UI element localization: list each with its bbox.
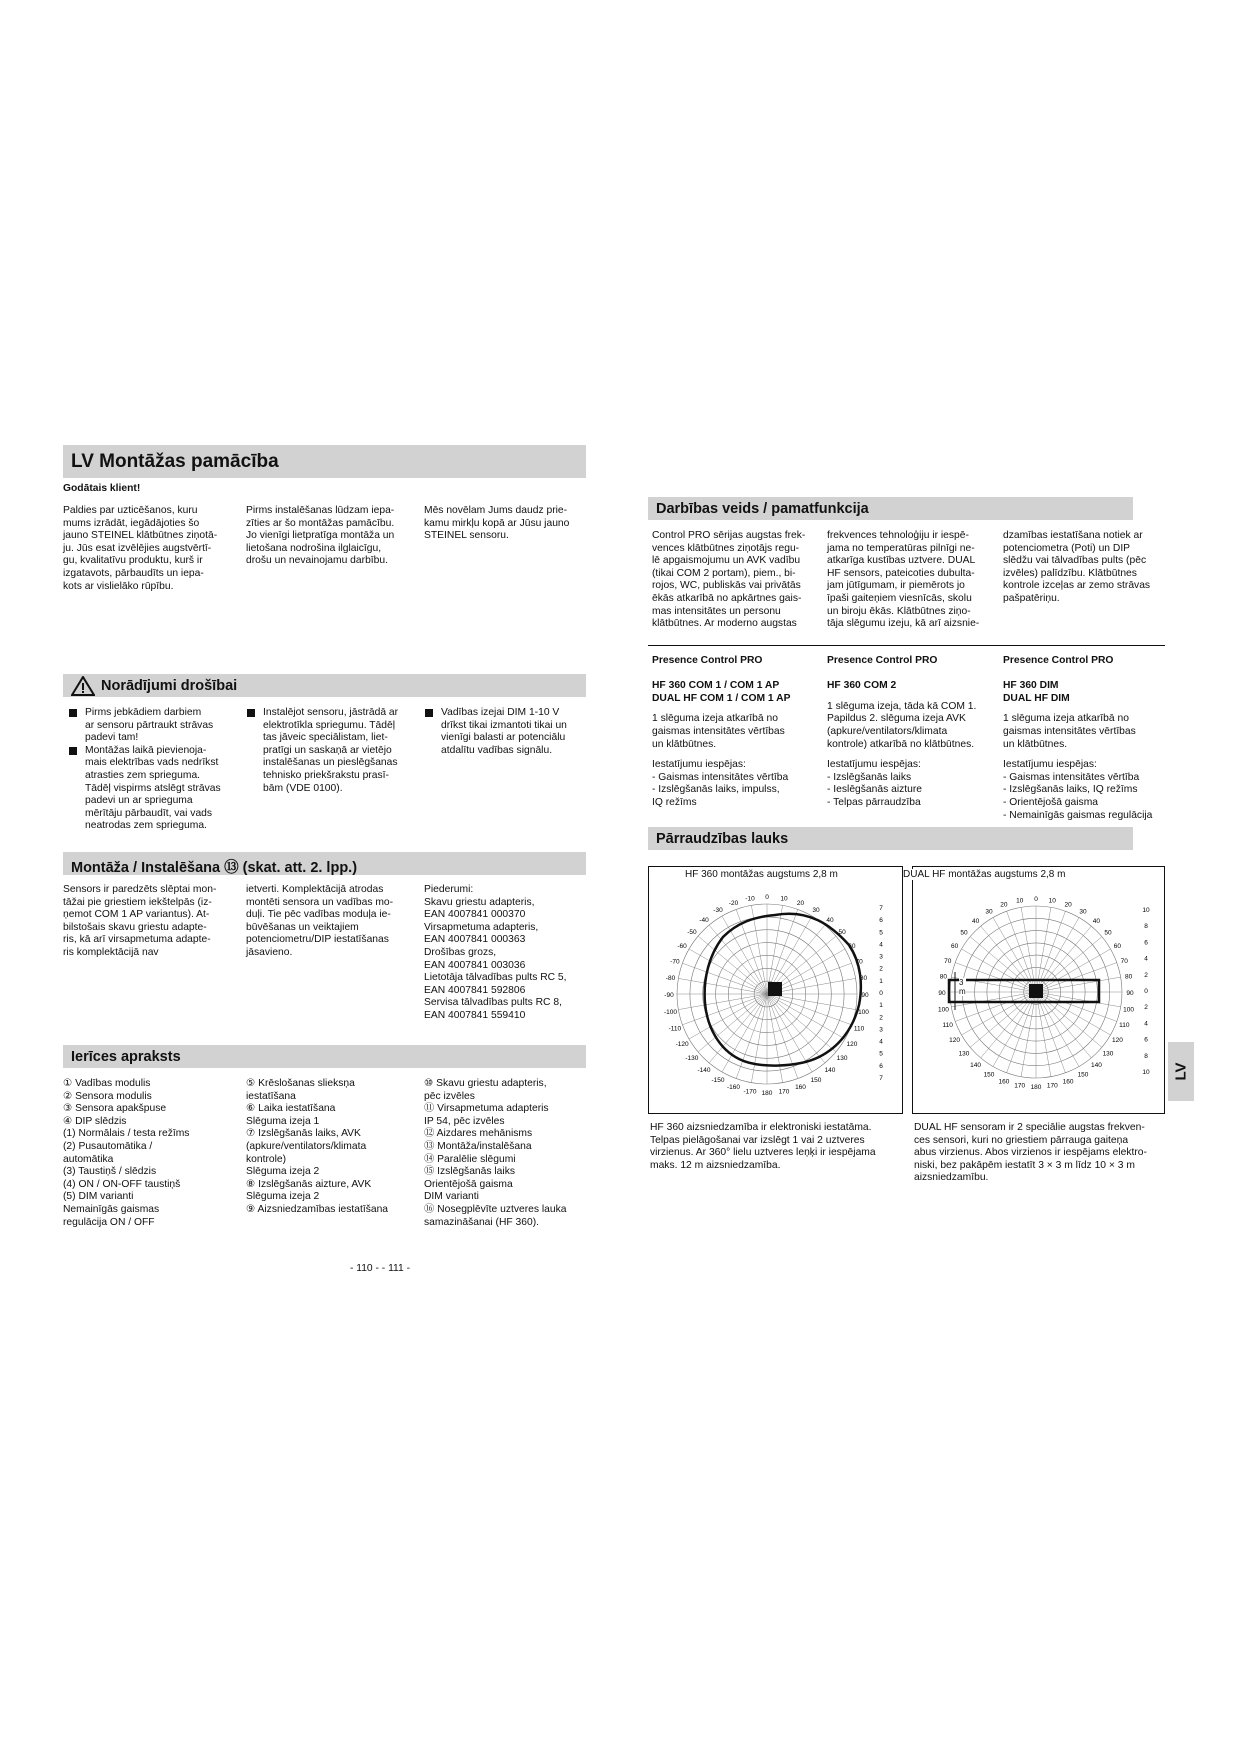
angle-label: 120 <box>949 1037 961 1044</box>
distance-label: 5 <box>879 1050 883 1058</box>
angle-label: 0 <box>765 894 769 901</box>
angle-label: -60 <box>677 943 687 950</box>
angle-label: 90 <box>938 990 946 997</box>
angle-label: 150 <box>983 1071 995 1079</box>
product-settings: Iestatījumu iespējas: - Gaismas intensitātes vērtība - Izslēgšanās laiks, impulss, IQ režīms <box>652 759 789 808</box>
function-col-1: Control PRO sērijas augstas frek- vences klātbūtnes ziņotājs regu- lē apgaismojumu un AVK vadību (tikai COM 2 portam), piem., bi- rojos, WC, publiskās vai privātās ēkās atkarībā no apkārtnes gais- mas intensitātes un personu klātbūtnes. Ar moderno augstas <box>652 530 806 630</box>
sensor-center <box>1029 984 1043 998</box>
mount-col-2: ietverti. Komplektācijā atrodas montēti sensora un vadības mo- duļi. Tie pēc vadības moduļa ie- būvēšanas un veiktajiem potenciometru/DIP iestatīšanas jāsavieno. <box>246 884 394 958</box>
product-3 <box>1003 655 1183 822</box>
angle-label: 180 <box>761 1090 773 1097</box>
page-title: LV Montāžas pamācība <box>63 445 586 478</box>
product-title: Presence Control PRO HF 360 DIM DUAL HF DIM <box>1003 655 1114 704</box>
angle-label: -150 <box>711 1076 725 1084</box>
page-numbers: - 110 - - 111 - <box>349 1263 411 1274</box>
angle-label: 70 <box>855 958 863 966</box>
angle-label: 40 <box>971 918 980 925</box>
accessories-list: Piederumi: Skavu griestu adapteris, EAN 4007841 000370 Virsapmetuma adapteris, EAN 4007841 000363 Drošības grozs, EAN 4007841 003036 Lietotāja tālvadības pults RC 5, EAN 4007841 592806 Servisa tālvadības pults RC 8, EAN 4007841 559410 <box>424 884 567 1021</box>
angle-label: 30 <box>985 908 993 916</box>
distance-label: 0 <box>879 990 883 997</box>
distance-label: 1 <box>879 1002 883 1010</box>
angle-label: -10 <box>745 895 755 903</box>
angle-label: 170 <box>778 1088 790 1096</box>
angle-label: 130 <box>1102 1050 1114 1058</box>
distance-label: 6 <box>879 1062 883 1070</box>
safety-header <box>63 674 586 697</box>
angle-label: 170 <box>1046 1082 1058 1090</box>
angle-label: -30 <box>713 907 723 915</box>
angle-label: 150 <box>810 1076 822 1084</box>
device-header: Ierīces apraksts <box>63 1045 586 1068</box>
device-col-1: ① Vadības modulis ② Sensora modulis ③ Sensora apakšpuse ④ DIP slēdzis (1) Normālais / testa režīms (2) Pusautomātika / automātika (3) Taustiņš / slēdzis (4) ON / ON-OFF taustiņš (5) DIM varianti Nemainīgās gaismas regulācija ON / OFF <box>63 1078 190 1228</box>
angle-label: 150 <box>1077 1071 1089 1079</box>
angle-label: 60 <box>848 943 856 950</box>
divider <box>648 645 1165 646</box>
angle-label: -140 <box>697 1067 711 1075</box>
angle-label: 140 <box>970 1062 982 1069</box>
hf360-caption: HF 360 montāžas augstums 2,8 m <box>685 869 838 880</box>
angle-label: -130 <box>685 1055 699 1062</box>
distance-label: 10 <box>1142 1069 1150 1076</box>
angle-label: 160 <box>795 1084 806 1092</box>
angle-label: 10 <box>1048 897 1056 905</box>
angle-label: 40 <box>1092 918 1101 925</box>
angle-label: 100 <box>937 1006 949 1014</box>
angle-label: 50 <box>960 929 968 937</box>
angle-label: -40 <box>699 916 709 924</box>
distance-label: 6 <box>1144 939 1148 947</box>
angle-label: 90 <box>861 992 869 999</box>
angle-label: -20 <box>728 899 739 907</box>
angle-label: 110 <box>942 1022 953 1030</box>
angle-label: 40 <box>826 916 834 924</box>
angle-label: 120 <box>1111 1037 1123 1044</box>
distance-label: 6 <box>1144 1036 1148 1044</box>
angle-label: 170 <box>1014 1082 1026 1090</box>
distance-label: 3 <box>879 1026 883 1034</box>
distance-label: 2 <box>1144 1004 1148 1012</box>
intro-col-1: Paldies par uzticēšanos, kuru mums izrādāt, iegādājoties šo jauno STEINEL klātbūtnes ziņotā- ju. Jūs esat izvēlējies augstvērtī- gu, kvalitatīvu produktu, kurš ir izgatavots, pārbaudīts un iepa- kots ar vislielāko rūpību. <box>63 505 218 592</box>
product-title: Presence Control PRO HF 360 COM 1 / COM 1 AP DUAL HF COM 1 / COM 1 AP <box>652 655 791 704</box>
angle-label: 80 <box>1124 973 1133 981</box>
angle-label: 30 <box>812 907 820 915</box>
angle-label: 80 <box>859 975 868 982</box>
function-col-2: frekvences tehnoloģiju ir iespē- jama no temperatūras pilnīgi ne- atkarīga kustības uztvere. DUAL HF sensors, pateicoties dubulta- jam jūtīgumam, ir piemērots jo īpaši gaiteņiem viesnīcās, skolu un biroju ēkās. Klātbūtnes ziņo- tāja slēgumu izeju, kā arī aizsnie- <box>827 530 980 630</box>
safety-col-3 <box>424 707 594 757</box>
angle-label: 10 <box>780 895 788 903</box>
angle-label: -120 <box>675 1041 689 1048</box>
distance-label: 7 <box>879 905 883 912</box>
angle-label: -80 <box>665 975 676 982</box>
field-header: Pārraudzības lauks <box>648 827 1133 850</box>
distance-label: 8 <box>1144 1052 1148 1060</box>
distance-label: 0 <box>1144 988 1148 995</box>
distance-label: 2 <box>879 965 883 973</box>
distance-label: 3 <box>879 953 883 961</box>
angle-label: 20 <box>796 899 805 907</box>
angle-label: 70 <box>1120 957 1128 965</box>
angle-label: 180 <box>1030 1084 1042 1091</box>
product-desc: 1 slēguma izeja atkarībā no gaismas intensitātes vērtības un klātbūtnes. <box>1003 713 1136 750</box>
angle-label: -100 <box>663 1009 678 1016</box>
angle-label: 140 <box>824 1067 836 1075</box>
angle-label: 60 <box>1113 943 1122 950</box>
safety-item: Montāžas laikā pievienoja- mais elektrības vads nedrīkst atrasties zem sprieguma. Tādēļ vispirms atslēgt strāvas padevi un ar sprieguma mērītāju pārbaudīt, vai vads neatrodas zem sprieguma. <box>68 745 238 833</box>
distance-label: 4 <box>879 1038 883 1046</box>
hf360-description: HF 360 aizsniedzamība ir elektroniski iestatāma. Telpas pielāgošanai var izslēgt 1 vai 2 uztveres virzienus. Ar 360° lielu uztveres leņķi ir iespējama maks. 12 m aizsniedzamība. <box>650 1122 876 1171</box>
angle-label: 50 <box>1104 929 1112 937</box>
angle-label: 70 <box>944 957 952 965</box>
angle-label: 130 <box>958 1050 970 1058</box>
angle-label: 130 <box>836 1055 848 1062</box>
distance-label: 2 <box>879 1014 883 1022</box>
safety-item: Vadības izejai DIM 1-10 V drīkst tikai izmantoti tikai un vienīgi balasti ar potenciālu atdalītu vadības signālu. <box>424 707 594 757</box>
angle-label: 10 <box>1016 897 1024 905</box>
angle-label: 30 <box>1079 908 1087 916</box>
distance-label: 5 <box>879 929 883 937</box>
angle-label: 0 <box>1034 896 1038 903</box>
angle-label: 110 <box>853 1025 865 1033</box>
angle-label: 50 <box>838 929 846 936</box>
warning-icon <box>71 676 95 696</box>
angle-label: 140 <box>1090 1062 1102 1069</box>
dualhf-diagram <box>903 866 1165 1114</box>
angle-label: 100 <box>858 1009 869 1016</box>
distance-label: 1 <box>879 977 883 985</box>
product-settings: Iestatījumu iespējas: - Izslēgšanās laiks - Ieslēgšanās aizture - Telpas pārraudzība <box>827 759 923 808</box>
distance-label: 10 <box>1142 907 1150 914</box>
dimension-label: 3 m <box>959 978 966 996</box>
distance-label: 4 <box>1144 1020 1148 1028</box>
safety-item: Pirms jebkādiem darbiem ar sensoru pārtraukt strāvas padevi tam! <box>68 707 238 745</box>
angle-label: 160 <box>1062 1078 1074 1086</box>
function-col-3: dzamības iestatīšana notiek ar potenciometra (Poti) un DIP slēdžu vai tālvadības pults (pēc izvēles) palīdzību. Klātbūtnes kontrole izceļas ar zemo strāvas pašpatēriņu. <box>1003 530 1151 604</box>
angle-label: 90 <box>1126 990 1134 997</box>
angle-label: 20 <box>1064 901 1072 909</box>
intro-col-2: Pirms instalēšanas lūdzam iepa- zīties ar šo montāžas pamācību. Jo vienīgi lietpratīga montāža un lietošana nodrošina ilglaicīgu, drošu un nevainojamu darbību. <box>246 505 395 567</box>
distance-label: 8 <box>1144 923 1148 931</box>
angle-label: -110 <box>668 1025 682 1033</box>
angle-label: 20 <box>1000 901 1008 909</box>
polar-grid <box>938 896 1150 1091</box>
mount-col-1: Sensors ir paredzēts slēptai mon- tāžai pie griestiem iekštelpās (iz- ņemot COM 1 AP variantus). At- bilstošais skavu griestu adapte- ris, kā arī virsapmetuma adapte- ris komplektācijā nav <box>63 884 217 958</box>
device-col-2: ⑤ Krēslošanas slieksņa iestatīšana ⑥ Laika iestatīšana Slēguma izeja 1 ⑦ Izslēgšanās laiks, AVK (apkure/ventilators/klimata kontrole) Slēguma izeja 2 ⑧ Izslēgšanās aizture, AVK Slēguma izeja 2 ⑨ Aizsniedzamības iestatīšana <box>246 1078 389 1215</box>
distance-label: 4 <box>1144 955 1148 963</box>
product-desc: 1 slēguma izeja, tāda kā COM 1. Papildus 2. slēguma izeja AVK (apkure/ventilators/klimata kontrole) atkarībā no klātbūtnes. <box>827 700 977 750</box>
angle-label: 80 <box>939 973 948 981</box>
safety-col-1 <box>68 707 238 833</box>
product-settings: Iestatījumu iespējas: - Gaismas intensitātes vērtība - Izslēgšanās laiks, IQ režīms - Orientējošā gaisma - Nemainīgās gaismas regulācija <box>1003 759 1153 821</box>
sensor-center <box>768 982 782 996</box>
angle-label: -170 <box>743 1088 757 1096</box>
hf360-polar-chart <box>649 867 902 1113</box>
angle-label: -70 <box>670 958 680 966</box>
greeting: Godātais klient! <box>63 483 141 494</box>
angle-label: 110 <box>1119 1022 1130 1030</box>
angle-label: -50 <box>687 929 697 936</box>
distance-label: 7 <box>879 1075 883 1082</box>
language-tab: LV <box>1168 1042 1194 1101</box>
device-col-3: ⑩ Skavu griestu adapteris, pēc izvēles ⑪ Virsapmetuma adapteris IP 54, pēc izvēles ⑫ Aizdares mehānisms ⑬ Montāža/instalēšana ⑭ Paralēlie slēgumi ⑮ Izslēgšanās laiks Orientējošā gaisma DIM varianti ⑯ Nosegplēvīte uztveres lauka samazināšanai (HF 360). <box>424 1078 567 1228</box>
intro-col-3: Mēs novēlam Jums daudz prie- kamu mirkļu kopā ar Jūsu jauno STEINEL sensoru. <box>424 505 570 542</box>
mount-header: Montāža / Instalēšana ⑬ (skat. att. 2. lpp.) <box>63 852 586 875</box>
dualhf-polar-chart <box>913 867 1164 1113</box>
angle-label: 60 <box>950 943 959 950</box>
angle-label: -160 <box>726 1084 741 1092</box>
angle-label: 100 <box>1123 1006 1135 1014</box>
safety-title: Norādījumi drošībai <box>101 677 238 694</box>
distance-label: 2 <box>1144 971 1148 979</box>
function-header: Darbības veids / pamatfunkcija <box>648 497 1133 520</box>
product-desc: 1 slēguma izeja atkarībā no gaismas intensitātes vērtības un klātbūtnes. <box>652 713 785 750</box>
safety-col-2 <box>246 707 421 795</box>
product-2 <box>827 655 997 810</box>
distance-label: 6 <box>879 917 883 925</box>
angle-label: 120 <box>846 1041 858 1048</box>
product-1 <box>652 655 822 810</box>
distance-label: 4 <box>879 941 883 949</box>
product-title: Presence Control PRO HF 360 COM 2 <box>827 655 938 692</box>
hf360-diagram <box>648 866 903 1114</box>
dualhf-caption: DUAL HF montāžas augstums 2,8 m <box>903 869 1066 880</box>
safety-item: Instalējot sensoru, jāstrādā ar elektrotīkla spriegumu. Tādēļ tas jāveic speciālistam, liet- pratīgi un saskaņā ar vietējo instalēšanas un pieslēgšanas tehnisko priekšrakstu prasī- bām (VDE 0100). <box>246 707 421 795</box>
angle-label: 160 <box>998 1078 1010 1086</box>
angle-label: -90 <box>664 992 674 999</box>
dualhf-description: DUAL HF sensoram ir 2 speciālie augstas frekven- ces sensori, kuri no griestiem pārrauga gaiteņa abus virzienus. Abos virzienos ir iespējams elektro- niski, bez pakāpēm iestatīt 3 × 3 m līdz 10 × 3 m aizsniedzamību. <box>914 1122 1147 1184</box>
